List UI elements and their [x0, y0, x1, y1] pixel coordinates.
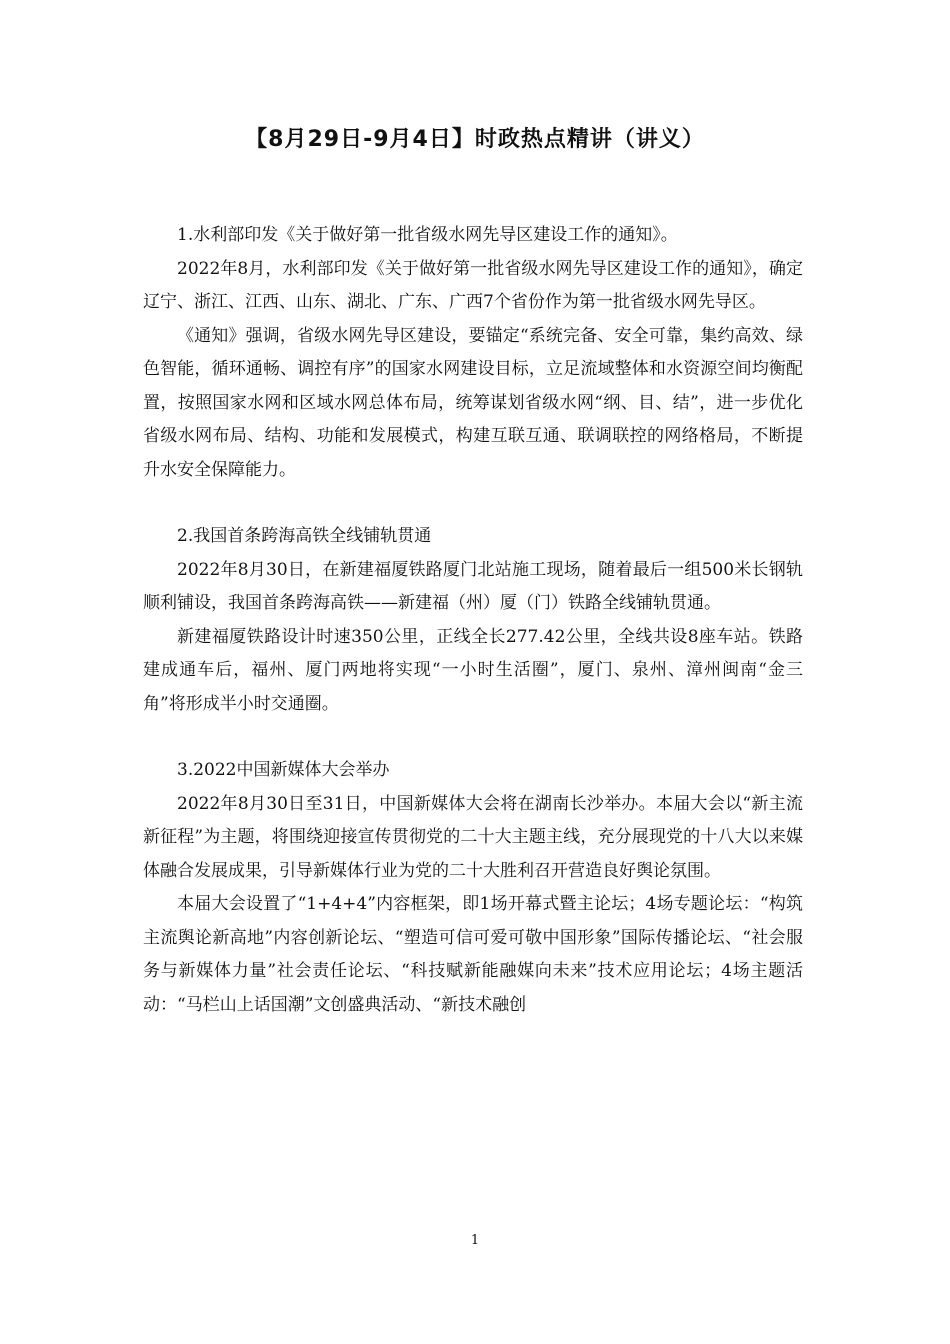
- section-2-heading: 2.我国首条跨海高铁全线铺轨贯通: [177, 526, 432, 546]
- section-3-paragraph-1: 2022年8月30日至31日，中国新媒体大会将在湖南长沙举办。本届大会以“新主流新征程”为主题，将围绕迎接宣传贯彻党的二十大主题主线，充分展现党的十八大以来媒体融合发展成果，引导新媒体行业为党的二十大胜利召开营造良好舆论氛围。: [143, 793, 803, 881]
- section-spacer: [143, 487, 803, 520]
- page-number: 1: [470, 1233, 480, 1248]
- section-2-paragraph-2: 新建福厦铁路设计时速350公里，正线全长277.42公里，全线共设8座车站。铁路建成通车后，福州、厦门两地将实现“一小时生活圈”，厦门、泉州、漳州闽南“金三角”将形成半小时交通圈。: [143, 626, 803, 714]
- document-title: 【8月29日-9月4日】时政热点精讲（讲义）: [245, 127, 705, 152]
- section-1-heading: 1.水利部印发《关于做好第一批省级水网先导区建设工作的通知》。: [177, 225, 678, 245]
- section-1-paragraph-2: 《通知》强调，省级水网先导区建设，要锚定“系统完备、安全可靠，集约高效、绿色智能，循环通畅、调控有序”的国家水网建设目标，立足流域整体和水资源空间均衡配置，按照国家水网和区域水网总体布局，统筹谋划省级水网“纲、目、结”，进一步优化省级水网布局、结构、功能和发展模式，构建互联互通、联调联控的网络格局，不断提升水安全保障能力。: [143, 325, 803, 480]
- section-3-paragraph-2: 本届大会设置了“1+4+4”内容框架，即1场开幕式暨主论坛；4场专题论坛：“构筑主流舆论新高地”内容创新论坛、“塑造可信可爱可敬中国形象”国际传播论坛、“社会服务与新媒体力量”社会责任论坛、“科技赋新能融媒向未来”技术应用论坛；4场主题活动：“马栏山上话国潮”文创盛典活动、“新技术融创: [143, 894, 803, 1015]
- section-spacer: [143, 721, 803, 754]
- section-3-heading: 3.2022中国新媒体大会举办: [177, 760, 390, 780]
- section-1-paragraph-1: 2022年8月，水利部印发《关于做好第一批省级水网先导区建设工作的通知》，确定辽宁、浙江、江西、山东、湖北、广东、广西7个省份作为第一批省级水网先导区。: [143, 258, 803, 312]
- section-2-paragraph-1: 2022年8月30日，在新建福厦铁路厦门北站施工现场，随着最后一组500米长钢轨顺利铺设，我国首条跨海高铁——新建福（州）厦（门）铁路全线铺轨贯通。: [143, 559, 803, 613]
- document-body: [143, 219, 803, 1022]
